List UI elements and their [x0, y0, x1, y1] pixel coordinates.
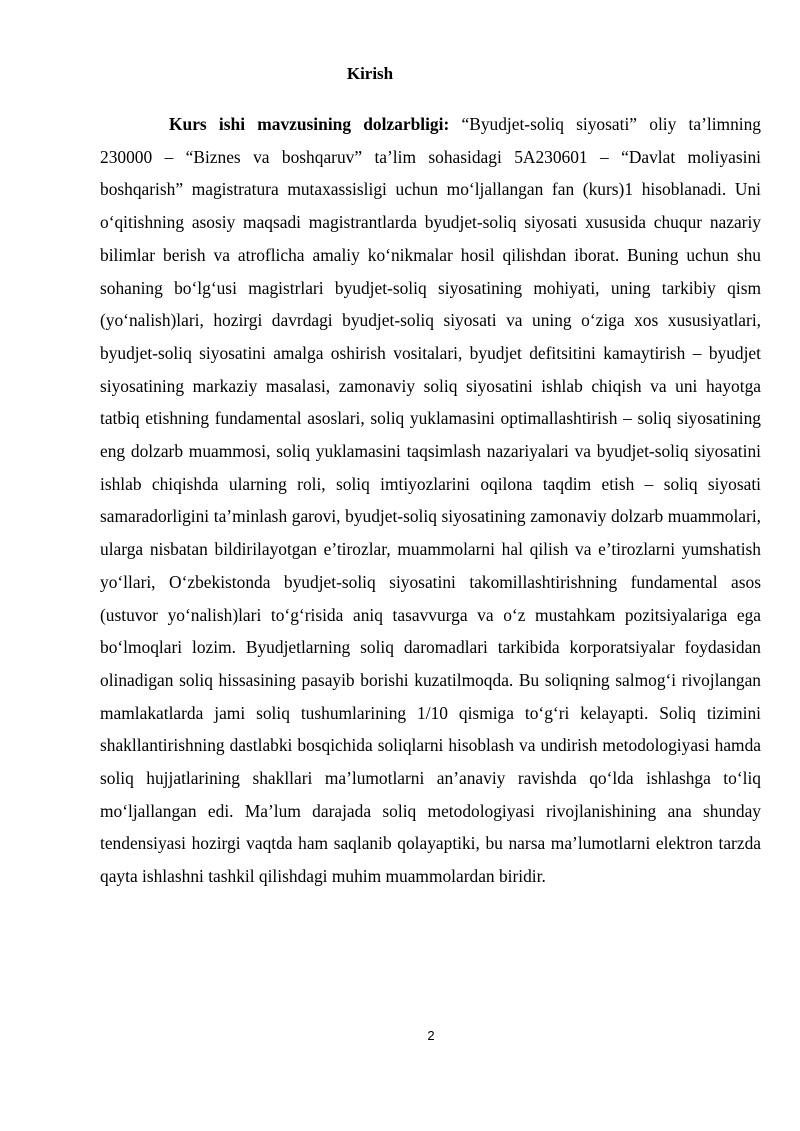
lead-phrase: Kurs ishi mavzusining dolzarbligi:	[169, 114, 450, 134]
paragraph-text: “Byudjet-soliq siyosati” oliy ta’limning 230000 – “Biznes va boshqaruv” ta’lim sohasidagi 5A230601 – “Davlat moliyasini boshqarish” magistratura mutaxassisligi uchun moʻljallangan fan (kurs)1 hisoblanadi. Uni oʻqitishning asosiy maqsadi magistrantlarda byudjet-soliq siyosati xususida chuqur nazariy bilimlar berish va atroflicha amaliy koʻnikmalar hosil qilishdan iborat. Buning uchun shu sohaning boʻlgʻusi magistrlari byudjet-soliq siyosatining mohiyati, uning tarkibiy qism (yoʻnalish)lari, hozirgi davrdagi byudjet-soliq siyosati va uning oʻziga xos xususiyatlari, byudjet-soliq siyosatini amalga oshirish vositalari, byudjet defitsitini kamaytirish – byudjet siyosatining markaziy masalasi, zamonaviy soliq siyosatini ishlab chiqish va uni hayotga tatbiq etishning fundamental asoslari, soliq yuklamasini optimallashtirish – soliq siyosatining eng dolzarb muammosi, soliq yuklamasini taqsimlash nazariyalari va byudjet-soliq siyosatini ishlab chiqishda ularning roli, soliq imtiyozlarini oqilona taqdim etish – soliq siyosati samaradorligini ta’minlash garovi, byudjet-soliq siyosatining zamonaviy dolzarb muammolari, ularga nisbatan bildirilayotgan e’tirozlar, muammolarni hal qilish va e’tirozlarni yumshatish yoʻllari, Oʻzbekistonda byudjet-soliq siyosatini takomillashtirishning fundamental asos (ustuvor yoʻnalish)lari toʻgʻrisida aniq tasavvurga va oʻz mustahkam pozitsiyalariga ega boʻlmoqlari lozim. Byudjetlarning soliq daromadlari tarkibida korporatsiyalar foydasidan olinadigan soliq hissasining pasayib borishi kuzatilmoqda. Bu soliqning salmogʻi rivojlangan mamlakatlarda jami soliq tushumlarining 1/10 qismiga toʻgʻri kelayapti. Soliq tizimini shakllantirishning dastlabki bosqichida soliqlarni hisoblash va undirish metodologiyasi hamda soliq hujjatlarining shakllari ma’lumotlarni an’anaviy ravishda qoʻlda ishlashga toʻliq moʻljallangan edi. Ma’lum darajada soliq metodologiyasi rivojlanishining ana shunday tendensiyasi hozirgi vaqtda ham saqlanib qolayaptiki, bu narsa ma’lumotlarni elektron tarzda qayta ishlashni tashkil qilishdagi muhim muammolardan biridir.	[100, 114, 761, 887]
section-heading: Kirish	[346, 64, 394, 83]
page-number: 2	[427, 1028, 435, 1043]
body-paragraph	[100, 108, 761, 893]
